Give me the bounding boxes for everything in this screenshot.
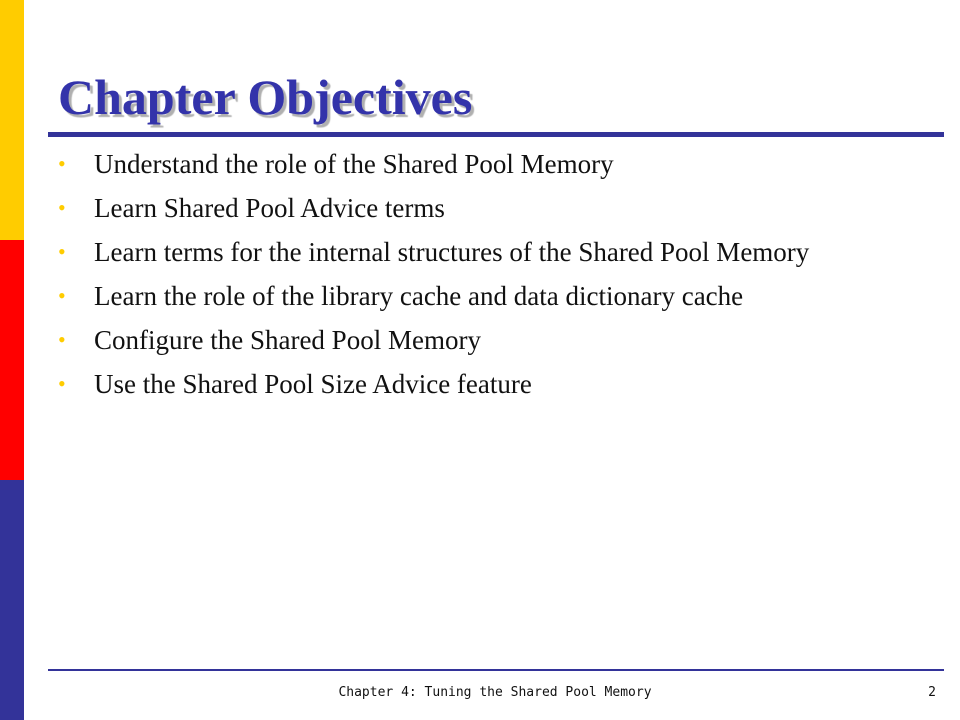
bullet-text: Configure the Shared Pool Memory: [94, 325, 481, 355]
title-underline: [48, 132, 944, 137]
footer-divider: [48, 669, 944, 671]
side-bar-red: [0, 240, 24, 480]
bullet-text: Understand the role of the Shared Pool Memory: [94, 149, 614, 179]
bullet-item: [58, 146, 918, 182]
bullet-text: Learn the role of the library cache and data dictionary cache: [94, 281, 744, 311]
bullet-item: [58, 322, 918, 358]
bullet-icon: •: [58, 371, 66, 396]
bullet-text: Use the Shared Pool Size Advice feature: [94, 369, 532, 399]
bullet-icon: •: [58, 283, 66, 308]
footer-title: Chapter 4: Tuning the Shared Pool Memory: [338, 685, 652, 700]
side-bar-yellow: [0, 0, 24, 240]
bullet-text: Learn terms for the internal structures of the Shared Pool Memory: [94, 237, 810, 267]
bullet-item: [58, 366, 918, 402]
bullet-icon: •: [58, 151, 66, 176]
bullet-item: [58, 278, 918, 314]
bullet-text: Learn Shared Pool Advice terms: [94, 193, 445, 223]
bullet-icon: •: [58, 239, 66, 264]
bullet-item: [58, 190, 918, 226]
bullet-list: [58, 146, 918, 410]
slide-title: Chapter Objectives: [58, 69, 473, 125]
side-bar-blue: [0, 480, 24, 720]
bullet-icon: •: [58, 327, 66, 352]
page-number: 2: [928, 685, 936, 700]
bullet-item: [58, 234, 918, 270]
bullet-icon: •: [58, 195, 66, 220]
